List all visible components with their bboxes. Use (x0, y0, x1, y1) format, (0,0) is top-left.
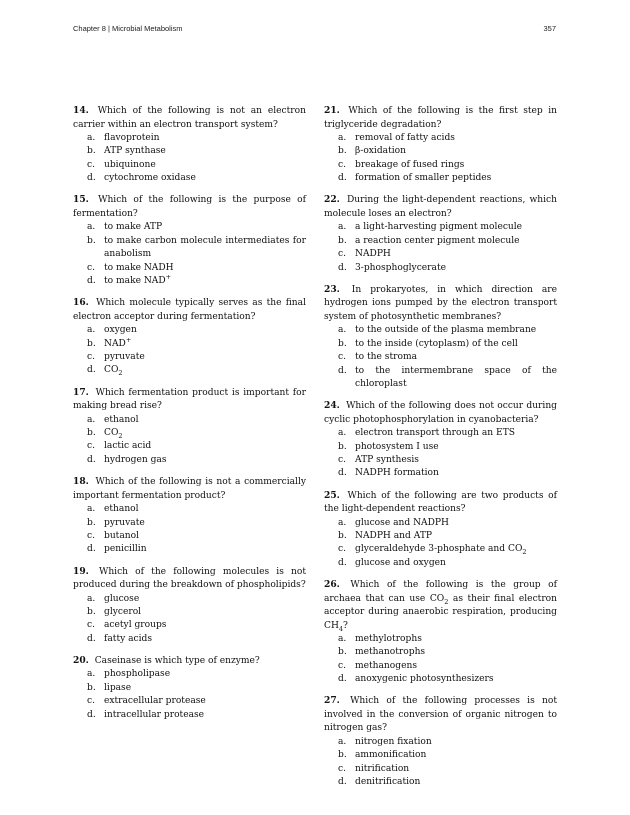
option-letter: a. (338, 428, 347, 439)
answer-option (324, 467, 557, 480)
option-text: glucose and NADPH (355, 517, 449, 528)
answer-option (324, 776, 557, 789)
answer-option (73, 172, 306, 185)
question-24 (324, 399, 557, 481)
answer-option (324, 159, 557, 172)
answer-option (73, 682, 306, 695)
option-text: to the stroma (355, 352, 417, 363)
question-number: 27. (324, 695, 340, 707)
option-text: ubiquinone (104, 159, 156, 170)
answer-option (73, 335, 306, 351)
question-number: 23. (324, 283, 340, 295)
answer-option (73, 235, 306, 262)
option-letter: c. (338, 159, 346, 170)
question-17 (73, 386, 306, 468)
answer-options (324, 324, 557, 391)
option-text: penicillin (104, 544, 147, 555)
question-number: 24. (324, 400, 340, 412)
answer-option (73, 132, 306, 145)
option-text: removal of fatty acids (355, 133, 455, 143)
option-letter: d. (338, 557, 347, 568)
answer-option (324, 454, 557, 467)
option-text: to make NAD+ (104, 273, 172, 287)
option-text: intracellular protease (104, 709, 205, 720)
option-letter: b. (87, 517, 96, 528)
option-text: to make ATP (104, 222, 163, 233)
option-text: nitrification (355, 763, 410, 774)
question-text: Which of the following is not an electron carrier within an electron transport system? (73, 106, 306, 130)
option-text: electron transport through an ETS (355, 428, 515, 439)
page-header (73, 24, 556, 38)
option-text: glucose (104, 593, 140, 604)
option-text: β-oxidation (355, 146, 406, 157)
question-text: Which fermentation product is important for making bread rise? (73, 387, 306, 412)
option-text: pyruvate (104, 517, 145, 528)
answer-option (324, 132, 557, 145)
option-letter: a. (87, 414, 96, 425)
question-stem (73, 104, 306, 132)
answer-options (324, 132, 557, 186)
option-text: glyceraldehyde 3-phosphate and $CO_2$ (355, 544, 527, 557)
option-letter: a. (87, 325, 96, 336)
option-text: $CO_2$ (104, 365, 123, 378)
answer-option (324, 517, 557, 530)
question-number: 19. (73, 565, 89, 577)
answer-option (324, 763, 557, 776)
option-letter: b. (87, 682, 96, 693)
right-column (324, 104, 557, 797)
option-letter: a. (87, 504, 96, 515)
question-text: Which of the following processes is not involved in the conversion of organic nitrogen to nitrogen gas? (324, 696, 557, 734)
option-text: acetyl groups (104, 620, 167, 631)
option-letter: d. (87, 544, 96, 555)
option-text: to the outside of the plasma membrane (355, 325, 537, 336)
option-letter: b. (87, 235, 96, 246)
question-text: In prokaryotes, in which direction are hydrogen ions pumped by the electron transport system of photosynthetic membranes? (324, 284, 557, 322)
question-number: 25. (324, 489, 340, 501)
answer-option (324, 427, 557, 440)
option-letter: a. (338, 222, 347, 233)
option-letter: b. (87, 606, 96, 617)
answer-option (73, 530, 306, 543)
option-text: pyruvate (104, 352, 145, 363)
option-text: flavoprotein (104, 133, 160, 143)
option-text: breakage of fused rings (355, 159, 465, 170)
option-text: lactic acid (104, 441, 152, 452)
option-text: anoxygenic photosynthesizers (355, 674, 494, 685)
option-text: ethanol (104, 504, 139, 515)
option-text: to make carbon molecule intermediates for anabolism (104, 235, 306, 260)
question-stem (324, 399, 557, 427)
question-23 (324, 283, 557, 392)
option-letter: b. (338, 338, 347, 349)
answer-option (324, 248, 557, 261)
answer-option (73, 364, 306, 377)
question-number: 18. (73, 476, 89, 488)
option-text: to make NADH (104, 262, 174, 273)
option-letter: d. (338, 674, 347, 685)
option-text: a reaction center pigment molecule (355, 235, 520, 246)
option-text: lipase (104, 682, 132, 693)
option-text: methanogens (355, 660, 417, 671)
option-letter: b. (338, 146, 347, 157)
question-stem (324, 578, 557, 633)
option-letter: c. (338, 660, 346, 671)
answer-option (73, 606, 306, 619)
question-stem (324, 694, 557, 736)
option-letter: b. (87, 146, 96, 157)
option-letter: a. (338, 517, 347, 528)
answer-option (324, 145, 557, 158)
answer-option (324, 673, 557, 686)
question-stem (73, 296, 306, 324)
answer-option (324, 557, 557, 570)
question-number: 26. (324, 579, 340, 591)
option-letter: d. (87, 709, 96, 720)
question-number: 17. (73, 386, 89, 398)
answer-options (324, 517, 557, 571)
option-text: extracellular protease (104, 696, 206, 707)
answer-options (324, 633, 557, 687)
question-19 (73, 565, 306, 647)
question-18 (73, 475, 306, 557)
question-26 (324, 578, 557, 687)
answer-option (73, 543, 306, 556)
option-text: denitrification (355, 777, 421, 788)
question-stem (324, 283, 557, 325)
option-text: NADPH and ATP (355, 531, 432, 541)
option-letter: a. (338, 736, 347, 747)
chapter-title: Chapter 8 | Microbial Metabolism (73, 24, 183, 33)
option-letter: a. (87, 133, 96, 143)
option-letter: d. (338, 365, 347, 376)
option-text: butanol (104, 530, 139, 541)
question-text: Which of the following is the purpose of fermentation? (73, 195, 306, 219)
option-letter: b. (338, 531, 347, 541)
answer-options (73, 668, 306, 722)
option-letter: d. (338, 173, 347, 184)
answer-option (324, 749, 557, 762)
answer-option (73, 593, 306, 606)
option-text: ATP synthase (104, 146, 166, 157)
option-letter: d. (87, 276, 96, 287)
option-text: NADPH formation (355, 468, 439, 479)
option-letter: c. (338, 454, 346, 465)
question-21 (324, 104, 557, 186)
option-text: to the intermembrane space of the chloroplast (355, 365, 557, 389)
page-number: 357 (543, 24, 556, 33)
option-letter: d. (87, 173, 96, 184)
option-text: glycerol (104, 606, 142, 617)
option-letter: a. (338, 634, 347, 645)
option-text: methanotrophs (355, 647, 426, 658)
question-number: 14. (73, 105, 89, 116)
option-letter: d. (338, 468, 347, 479)
answer-option (324, 351, 557, 364)
option-text: 3-phosphoglycerate (355, 262, 446, 273)
option-letter: b. (338, 647, 347, 658)
option-text: glucose and oxygen (355, 557, 446, 568)
answer-option (324, 736, 557, 749)
option-text: hydrogen gas (104, 454, 167, 465)
option-letter: c. (87, 441, 95, 452)
answer-option (73, 275, 306, 288)
answer-option (73, 351, 306, 364)
answer-options (324, 221, 557, 275)
option-text: fatty acids (104, 633, 153, 644)
option-letter: c. (87, 352, 95, 363)
answer-option (73, 668, 306, 681)
answer-options (73, 324, 306, 378)
question-text: Which of the following is the group of archaea that can use $CO_2$ as their final electron acceptor during anaerobic respiration, producing $CH_4$? (324, 580, 557, 633)
question-22 (324, 193, 557, 275)
answer-options (324, 427, 557, 481)
answer-option (73, 427, 306, 440)
option-letter: d. (338, 262, 347, 273)
option-letter: a. (338, 325, 347, 336)
answer-option (73, 221, 306, 234)
option-letter: c. (87, 696, 95, 707)
option-text: ammonification (355, 750, 427, 761)
option-letter: a. (338, 133, 347, 143)
answer-option (324, 262, 557, 275)
option-letter: c. (338, 544, 346, 555)
option-text: ATP synthesis (355, 454, 419, 465)
option-text: photosystem I use (355, 441, 439, 452)
answer-options (73, 414, 306, 468)
question-text: Which molecule typically serves as the final electron acceptor during fermentation? (73, 298, 306, 322)
question-stem (73, 475, 306, 503)
option-letter: b. (338, 750, 347, 761)
answer-option (324, 365, 557, 392)
question-text: Which of the following are two products of the light-dependent reactions? (324, 490, 557, 515)
question-stem (324, 193, 557, 221)
answer-option (324, 324, 557, 337)
answer-option (73, 440, 306, 453)
option-text: formation of smaller peptides (355, 173, 492, 184)
question-14 (73, 104, 306, 186)
answer-option (324, 441, 557, 454)
answer-option (73, 145, 306, 158)
option-text: phospholipase (104, 669, 171, 680)
option-text: oxygen (104, 325, 137, 336)
answer-option (324, 543, 557, 556)
option-letter: a. (87, 593, 96, 604)
option-letter: c. (87, 530, 95, 541)
option-letter: d. (87, 454, 96, 465)
answer-option (324, 172, 557, 185)
answer-option (73, 414, 306, 427)
option-letter: a. (87, 669, 96, 680)
question-15 (73, 193, 306, 288)
question-stem (73, 193, 306, 221)
option-letter: c. (87, 620, 95, 631)
answer-option (324, 633, 557, 646)
option-letter: c. (87, 262, 95, 273)
option-text: ethanol (104, 414, 139, 425)
question-stem (324, 104, 557, 132)
question-text: During the light-dependent reactions, which molecule loses an electron? (324, 195, 557, 219)
option-letter: b. (338, 441, 347, 452)
question-16 (73, 296, 306, 378)
option-letter: c. (87, 159, 95, 170)
answer-option (73, 619, 306, 632)
question-number: 16. (73, 297, 89, 309)
answer-option (73, 633, 306, 646)
option-text: $CO_2$ (104, 428, 123, 440)
question-text: Which of the following is not a commercially important fermentation product? (73, 477, 306, 501)
option-letter: c. (338, 249, 346, 260)
question-number: 15. (73, 194, 89, 206)
answer-option (73, 159, 306, 172)
answer-option (73, 503, 306, 516)
option-letter: a. (87, 222, 96, 233)
answer-option (73, 695, 306, 708)
answer-options (73, 132, 306, 186)
option-letter: c. (338, 763, 346, 774)
answer-option (73, 262, 306, 275)
answer-option (73, 709, 306, 722)
option-letter: b. (87, 428, 96, 439)
answer-option (324, 660, 557, 673)
answer-option (73, 324, 306, 337)
option-text: to the inside (cytoplasm) of the cell (355, 338, 518, 349)
answer-option (324, 221, 557, 234)
answer-option (324, 235, 557, 248)
question-text: Which of the following does not occur during cyclic photophosphorylation in cyanobacteria? (324, 401, 557, 425)
option-letter: b. (87, 338, 96, 349)
option-letter: d. (87, 365, 96, 376)
option-letter: b. (338, 235, 347, 246)
answer-options (324, 736, 557, 790)
question-stem (73, 565, 306, 593)
answer-options (73, 503, 306, 557)
option-letter: c. (338, 352, 346, 363)
question-stem (324, 489, 557, 517)
option-text: cytochrome oxidase (104, 173, 196, 184)
answer-option (324, 530, 557, 543)
answer-options (73, 593, 306, 647)
option-letter: d. (87, 633, 96, 644)
question-stem (73, 386, 306, 414)
option-text: a light-harvesting pigment molecule (355, 222, 523, 233)
option-text: NADPH (355, 249, 391, 260)
answer-option (73, 454, 306, 467)
question-number: 21. (324, 105, 340, 116)
question-25 (324, 489, 557, 571)
question-number: 22. (324, 194, 340, 206)
answer-option (73, 517, 306, 530)
left-column (73, 104, 306, 730)
question-text: Which of the following is the first step in triglyceride degradation? (324, 106, 557, 130)
question-27 (324, 694, 557, 789)
question-text: Caseinase is which type of enzyme? (91, 655, 260, 666)
answer-option (324, 338, 557, 351)
question-number: 20. (73, 654, 89, 666)
question-stem (73, 654, 306, 669)
option-text: NAD+ (104, 335, 132, 349)
answer-options (73, 221, 306, 288)
question-20 (73, 654, 306, 722)
option-text: methylotrophs (355, 634, 422, 645)
answer-option (324, 646, 557, 659)
option-letter: d. (338, 777, 347, 788)
option-text: nitrogen fixation (355, 736, 432, 747)
question-text: Which of the following molecules is not produced during the breakdown of phospholipids? (73, 566, 306, 591)
